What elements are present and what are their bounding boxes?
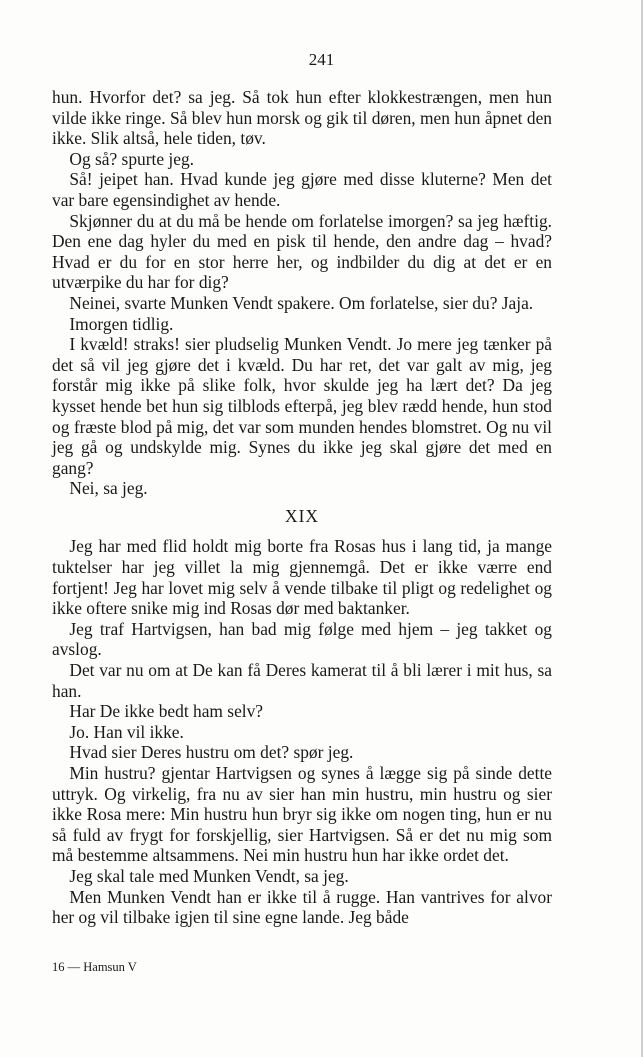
paragraph: Jeg skal tale med Munken Vendt, sa jeg. xyxy=(69,865,349,886)
paragraph: Jo. Han vil ikke. xyxy=(69,721,184,742)
paragraph: Jeg har med flid holdt mig borte fra Rosas hus i lang tid, ja mange tuktelser har jeg villet la mig gjennemgå. Det er ikke værre end fortjent! Jeg har lovet mig selv å vende tilbake til pligt og redelighet og ikke oftere snike mig ind Rosas dør med baktanker. xyxy=(52,536,552,619)
paragraph: Skjønner du at du må be hende om forlatelse imorgen? sa jeg hæftig. Den ene dag hyler du med en pisk til hende, den andre dag – hvad? Hvad er du for en stor herre her, og indbilder du dig at det er en utværpike du har for dig? xyxy=(52,210,552,293)
paragraph: Neinei, svarte Munken Vendt spakere. Om forlatelse, sier du? Jaja. xyxy=(69,292,534,313)
page-number: 241 xyxy=(308,50,335,69)
signature-mark: 16 — Hamsun V xyxy=(52,960,137,974)
paragraph: hun. Hvorfor det? sa jeg. Så tok hun efter klokkestrængen, men hun vilde ikke ringe. Så blev hun morsk og gik til døren, men hun åpnet den ikke. Slik altså, hele tiden, tøv. xyxy=(52,87,552,149)
paragraph: Så! jeipet han. Hvad kunde jeg gjøre med disse kluterne? Men det var bare egensindighet av hende. xyxy=(52,169,552,210)
paragraph: Imorgen tidlig. xyxy=(69,313,174,334)
paragraph: Og så? spurte jeg. xyxy=(69,148,194,169)
paragraph: Det var nu om at De kan få Deres kamerat til å bli lærer i mit hus, sa han. xyxy=(52,660,552,701)
paragraph: Jeg traf Hartvigsen, han bad mig følge med hjem – jeg takket og avslog. xyxy=(52,618,552,660)
paragraph: Hvad sier Deres hustru om det? spør jeg. xyxy=(69,742,354,763)
paragraph: I kvæld! straks! sier pludselig Munken Vendt. Jo mere jeg tænker på det så vil jeg gjøre det i kvæld. Du har ret, det var galt av mig, jeg forstår mig ikke på slike folk, hvor skulde jeg ha lært det? Da jeg kysset hende bet hun sig tilblods efterpå, jeg blev rædd hende, hun stod og fræste blod på mig, det var som munden hendes blomstret. Og nu vil jeg gå og undskylde mig. Synes du ikke jeg skal gjøre det med en gang? xyxy=(52,334,552,478)
paragraph: Har De ikke bedt ham selv? xyxy=(69,701,264,722)
chapter-heading: XIX xyxy=(285,505,319,526)
paragraph: Min hustru? gjentar Hartvigsen og synes å lægge sig på sinde dette uttryk. Og virkelig, fra nu av sier han min hustru, min hustru og sier ikke Rosa mere: Min hustru hun bryr sig ikke om nogen ting, hun er nu så fuld av frygt for forskjellig, sier Hartvigsen. Så er det nu mig som må bestemme altsammens. Nei min hustru hun har ikke ordet det. xyxy=(52,763,552,866)
page-body xyxy=(52,87,552,928)
paragraph: Nei, sa jeg. xyxy=(69,478,148,499)
paragraph: Men Munken Vendt han er ikke til å rugge. Han vantrives for alvor her og vil tilbake igjen til sine egne lande. Jeg både xyxy=(52,886,552,928)
